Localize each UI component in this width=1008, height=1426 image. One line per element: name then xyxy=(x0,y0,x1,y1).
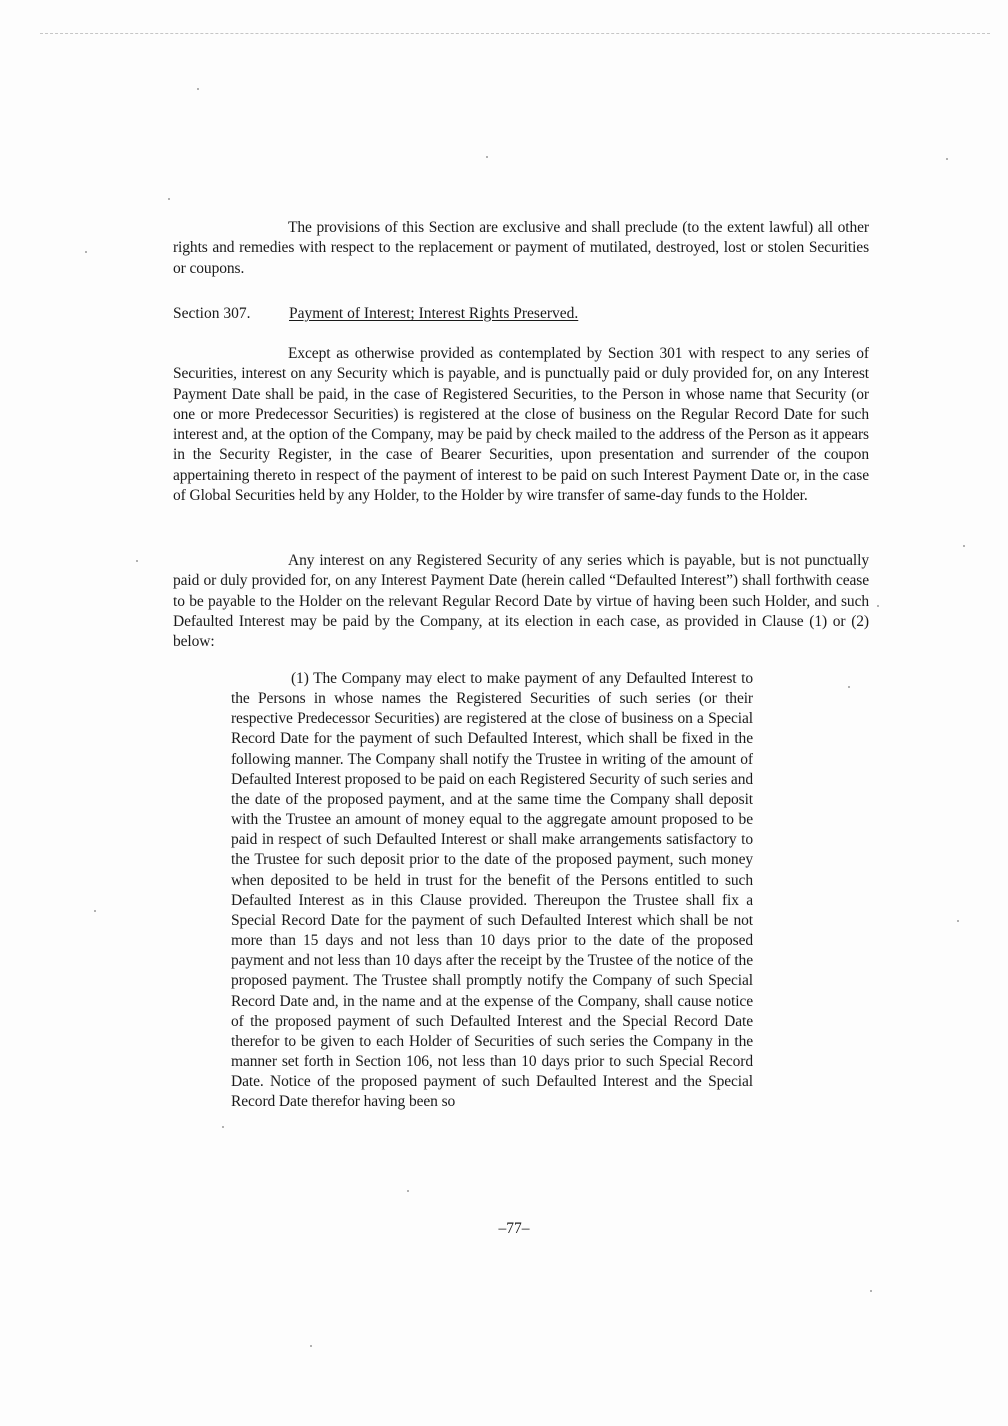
scan-speck xyxy=(877,605,879,607)
scan-speck xyxy=(946,158,948,160)
paragraph-exclusive-remedies: The provisions of this Section are exclusive and shall preclude (to the extent lawful) all other rights and remedies with respect to the replacement or payment of mutilated, destroyed, lost or stolen Securities or coupons. xyxy=(173,219,869,277)
scan-speck xyxy=(94,910,96,912)
scan-speck xyxy=(870,1290,872,1292)
scan-speck xyxy=(222,1126,224,1128)
scan-speck xyxy=(957,920,959,922)
section-heading xyxy=(173,304,869,324)
section-number: Section 307. xyxy=(173,305,251,322)
scan-edge-line xyxy=(40,33,990,34)
clause-1: (1) The Company may elect to make payment of any Defaulted Interest to the Persons in whose names the Registered Securities of such series (or their respective Predecessor Securities) are registered at the close of business on a Special Record Date for the payment of such Defaulted Interest, which shall be fixed in the following manner. The Company shall notify the Trustee in writing of the amount of Defaulted Interest proposed to be paid on each Registered Security of such series and the date of the proposed payment, and at the same time the Company shall deposit with the Trustee an amount of money equal to the aggregate amount proposed to be paid in respect of such Defaulted Interest or shall make arrangements satisfactory to the Trustee for such deposit prior to the date of the proposed payment, such money when deposited to be held in trust for the benefit of the Persons entitled to such Defaulted Interest as in this Clause provided. Thereupon the Trustee shall fix a Special Record Date for the payment of such Defaulted Interest which shall be not more than 15 days and not less than 10 days prior to the date of the proposed payment and not less than 10 days after the receipt by the Trustee of the notice of the proposed payment. The Trustee shall promptly notify the Company of such Special Record Date and, in the name and at the expense of the Company, shall cause notice of the proposed payment of such Defaulted Interest and the Special Record Date therefor to be given to each Holder of Securities of such series the Company in the manner set forth in Section 106, not less than 10 days prior to such Special Record Date. Notice of the proposed payment of such Defaulted Interest and the Special Record Date therefor having been so xyxy=(231,670,753,1111)
scan-speck xyxy=(486,156,488,158)
scan-speck xyxy=(136,560,138,562)
scan-speck xyxy=(848,686,850,688)
paragraph-interest-payment: Except as otherwise provided as contemplated by Section 301 with respect to any series of Securities, interest on any Security which is payable, and is punctually paid or duly provided for, on any Interest Payment Date shall be paid, in the case of Registered Securities, to the Person in whose name that Security (or one or more Predecessor Securities) is registered at the close of business on the Regular Record Date for such interest and, at the option of the Company, may be paid by check mailed to the address of the Person as it appears in the Security Register, in the case of Bearer Securities, upon presentation and surrender of the coupon appertaining thereto in respect of the payment of interest to be paid on such Interest Payment Date or, in the case of Global Securities held by any Holder, to the Holder by wire transfer of same-day funds to the Holder. xyxy=(173,345,869,505)
scan-speck xyxy=(963,545,965,547)
paragraph-defaulted-interest: Any interest on any Registered Security of any series which is payable, but is not punctually paid or duly provided for, on any Interest Payment Date (herein called “Defaulted Interest”) shall forthwith cease to be payable to the Holder on the relevant Regular Record Date by virtue of having been such Holder, and such Defaulted Interest may be paid by the Company, at its election in each case, as provided in Clause (1) or (2) below: xyxy=(173,552,869,651)
scan-speck xyxy=(85,251,87,253)
scan-speck xyxy=(168,198,170,200)
section-title: Payment of Interest; Interest Rights Preserved. xyxy=(289,305,579,322)
page-number-label: –77– xyxy=(498,1220,530,1237)
scan-speck xyxy=(407,1190,409,1192)
scan-speck xyxy=(197,88,199,90)
page-number xyxy=(0,1219,1008,1239)
scan-speck xyxy=(310,1345,312,1347)
